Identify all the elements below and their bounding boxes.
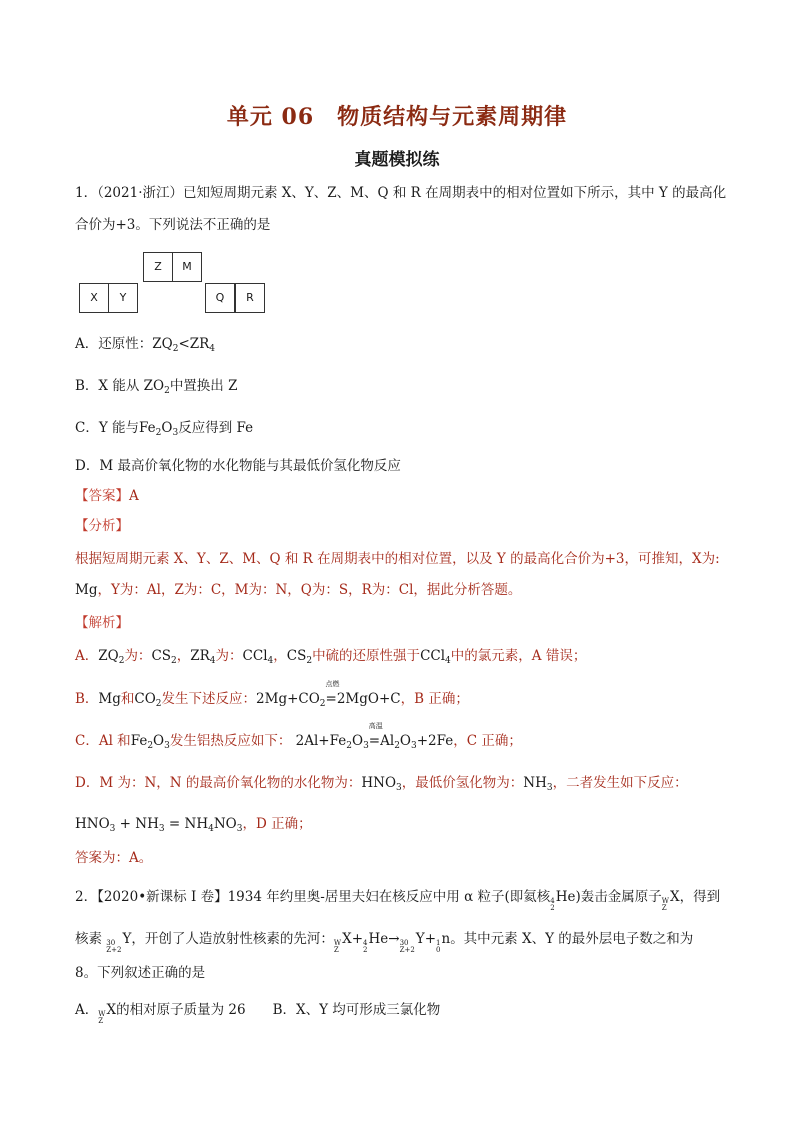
- formula-fe2o3: $Fe_2O_3$: [139, 420, 179, 438]
- answer-tag: 【答案】: [75, 488, 129, 504]
- analysis-tag: 【分析】: [75, 518, 129, 534]
- table-cell-x: X: [79, 283, 109, 313]
- equation-thermite: $2Al+Fe_2O_3$ 高温 $=Al_2O_3+2Fe$: [295, 722, 454, 751]
- explanation-d-equation: $HNO_3 + NH_3 = NH_4NO_3$，D 正确；: [75, 816, 312, 834]
- nuclear-equation: W Z X+ 4 2 He→ 30 Z+2 Y+ 1 0 n: [333, 931, 451, 954]
- q1-answer: [75, 486, 725, 506]
- formula-zo2: $ZO_2$: [143, 378, 170, 396]
- q1-stem-line2: 合价为+3。下列说法不正确的是: [75, 217, 271, 233]
- q1-stem-line1: 1．（2021·浙江）已知短周期元素 X、Y、Z、M、Q 和 R 在周期表中的相对位置如下所示，其中 Y 的最高化: [75, 185, 727, 201]
- final-answer: 答案为：A。: [75, 850, 153, 866]
- page-title: 单元 06 物质结构与元素周期律: [226, 104, 568, 130]
- table-cell-z: Z: [143, 252, 173, 282]
- table-cell-q: Q: [205, 283, 235, 313]
- equation-nh4no3: $HNO_3 + NH_3 = NH_4NO_3$: [75, 816, 243, 834]
- page-subtitle: 真题模拟练: [354, 150, 440, 170]
- periodic-table-fragment: [77, 250, 269, 316]
- q1-option-b: B．X 能从 $ZO_2$中置换出 Z: [75, 378, 238, 396]
- analysis-line2: Mg，Y为：Al，Z为：C，M为：N，Q为：S，R为：Cl，据此分析答题。: [75, 582, 522, 598]
- explanation-c: C．Al 和$Fe_2O_3$发生铝热反应如下： $2Al+Fe_2O_3$ 高温 $=Al_2O_3+2Fe$，C 正确；: [75, 722, 522, 751]
- formula-zq2: $ZQ_2$: [98, 648, 125, 666]
- q1-option-c: C．Y 能与$Fe_2O_3$反应得到 Fe: [75, 420, 254, 438]
- q2-stem-line1: 2．【2020•新课标 I 卷】1934 年约里奥-居里夫妇在核反应中用 α 粒子(即氦核 4 2 He)轰击金属原子 W Z X，得到: [75, 889, 721, 912]
- answer-value: A: [129, 488, 139, 504]
- explanation-d: D．M 为：N，N 的最高价氧化物的水化物为：$HNO_3$，最低价氢化物为：$NH_3$，二者发生如下反应：: [75, 775, 688, 793]
- explanation-a: A．$ZQ_2$为：$CS_2$，$ZR_4$为：CCl$_4$，$CS_2$中硫的还原性强于CCl$_4$中的氯元素，A 错误；: [75, 648, 587, 666]
- table-cell-y: Y: [108, 283, 138, 313]
- analysis-line1: 根据短周期元素 X、Y、Z、M、Q 和 R 在周期表中的相对位置，以及 Y 的最高化合价为+3，可推知，X为:: [75, 551, 720, 567]
- q2-stem-line2: 核素 30 Z+2 Y，开创了人造放射性核素的先河： W Z X+ 4 2 He→ 30 Z+2 Y+ 1 0 n。其中元素 X、Y 的最外层电子数之和为: [75, 931, 694, 954]
- equation-mg-co2: $2Mg+CO_2$ 点燃 =2MgO+C: [256, 680, 401, 709]
- formula-zq2-zr4: $ZQ_2<ZR_4$: [152, 336, 216, 354]
- q1-option-d: D．M 最高价氧化物的水化物能与其最低价氢化物反应: [75, 458, 401, 474]
- explanation-b: B．Mg和$CO_2$发生下述反应：$2Mg+CO_2$ 点燃 =2MgO+C，B 正确；: [75, 680, 469, 709]
- q2-stem-line3: 8。下列叙述正确的是: [75, 965, 206, 981]
- q2-options-ab: A． W Z X的相对原子质量为 26 B．X、Y 均可形成三氯化物: [75, 1002, 441, 1025]
- q1-option-a: A．还原性：$ZQ_2<ZR_4$: [75, 336, 216, 354]
- table-cell-r: R: [235, 283, 265, 313]
- explanation-tag: 【解析】: [75, 615, 129, 631]
- table-cell-m: M: [172, 252, 202, 282]
